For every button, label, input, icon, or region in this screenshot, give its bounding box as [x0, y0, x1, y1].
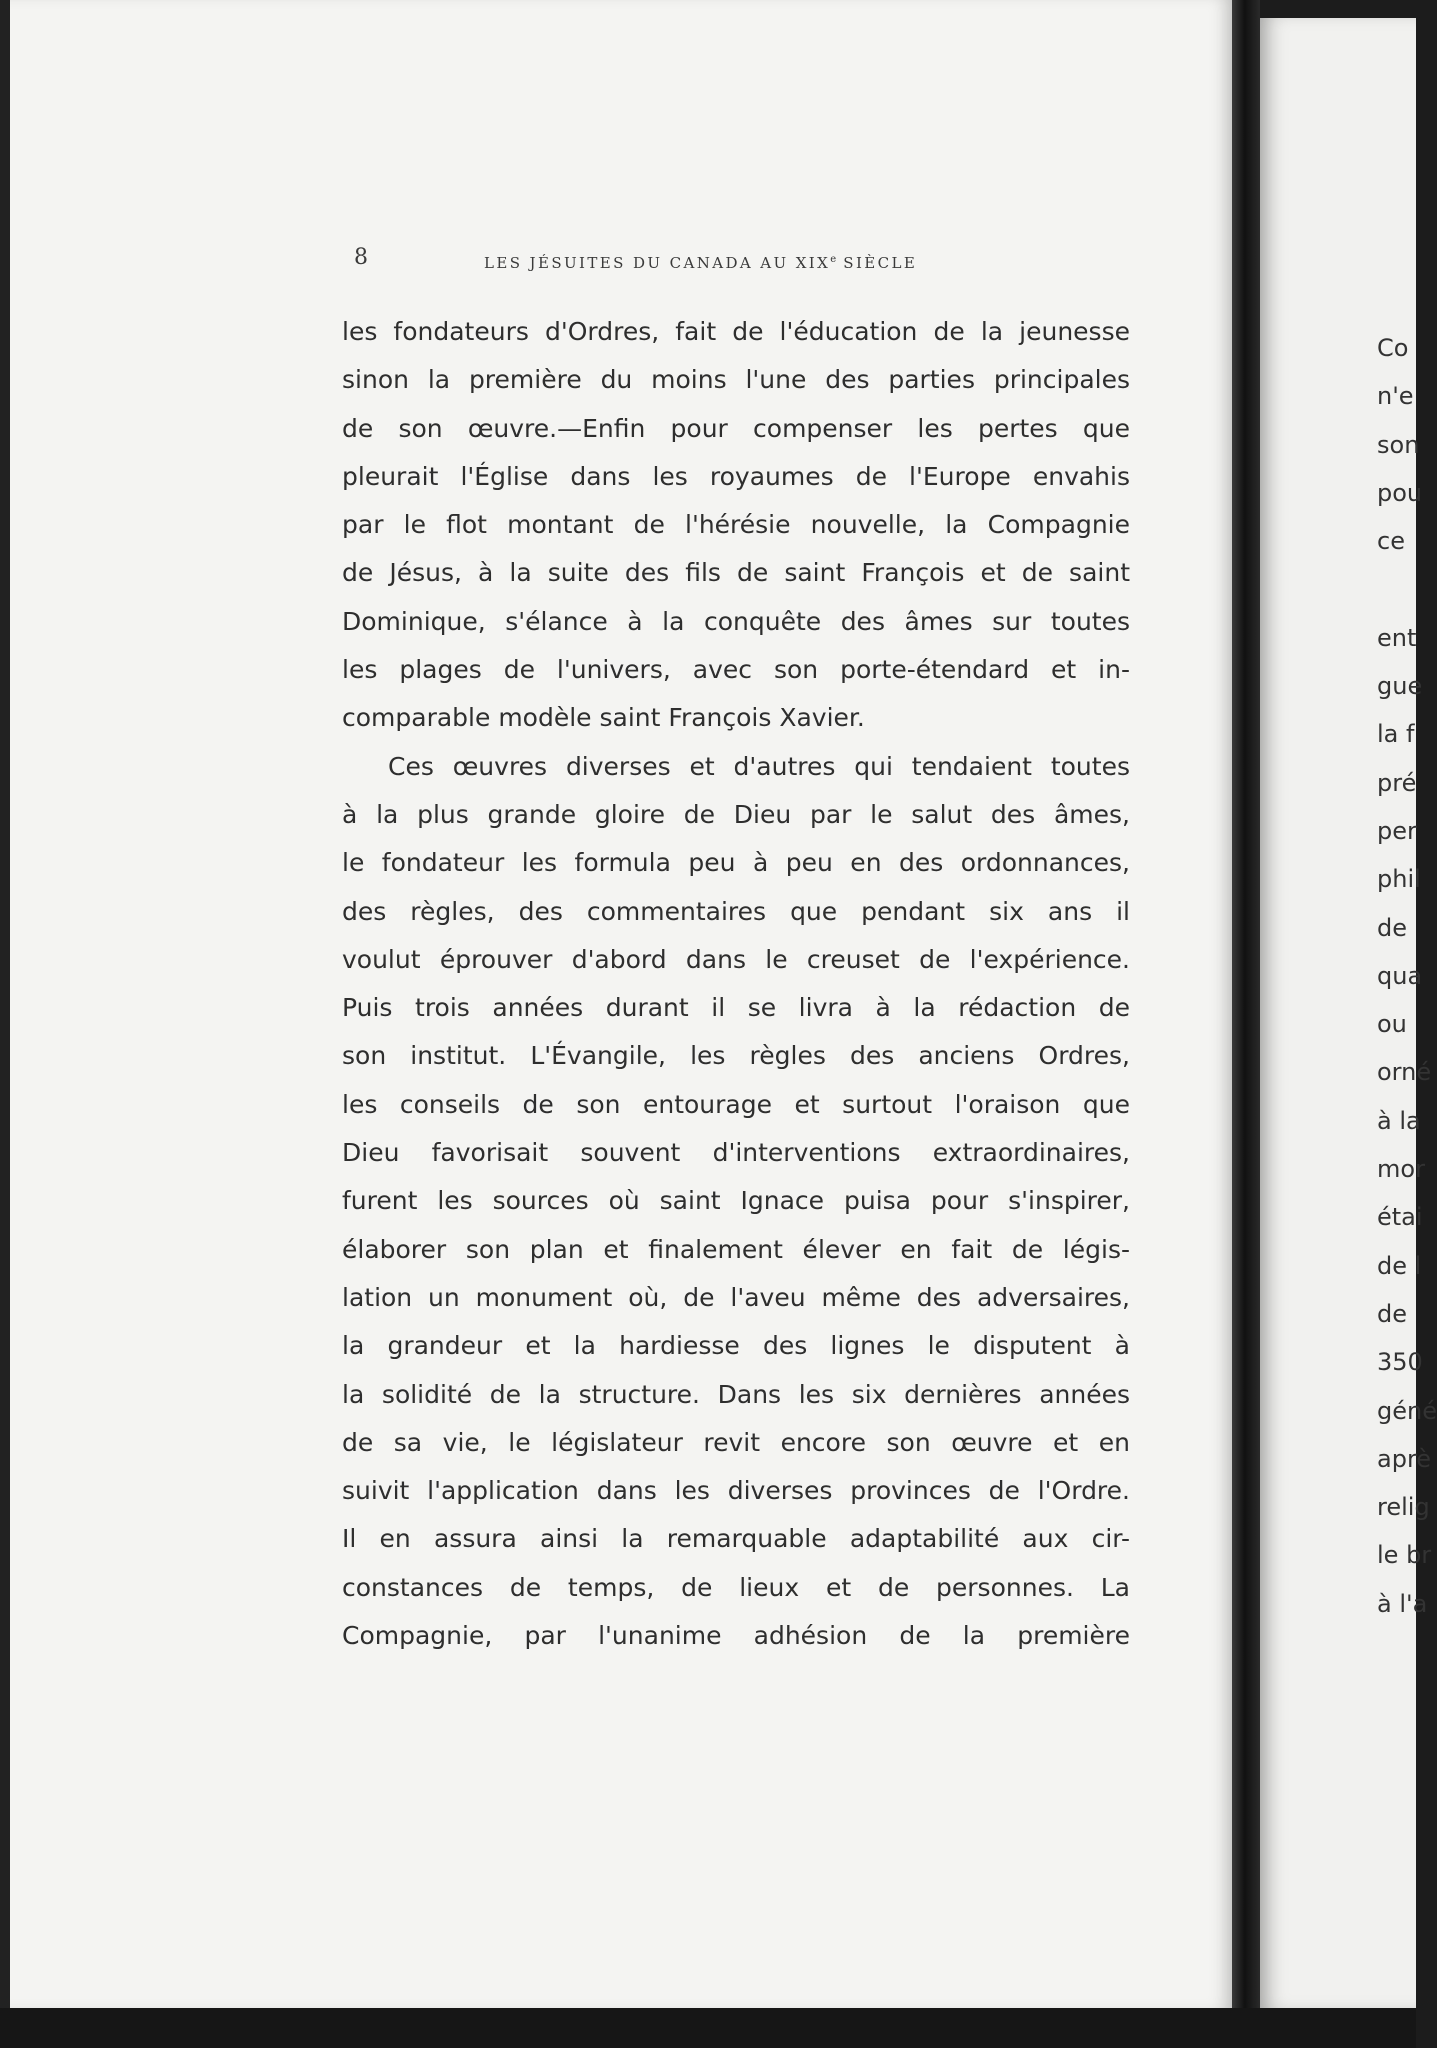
scan-left-border — [0, 0, 10, 2048]
fragment-line: phil — [1377, 865, 1421, 894]
text-line: des règles, des commentaires que pendant six ans il — [342, 896, 1130, 926]
text-line: constances de temps, de lieux et de personnes. La — [342, 1572, 1130, 1602]
text-line: par le flot montant de l'hérésie nouvelle, la Compagnie — [342, 510, 1130, 540]
text-line: voulut éprouver d'abord dans le creuset de l'expérience. — [342, 944, 1130, 974]
text-line: Compagnie, par l'unanime adhésion de la première — [342, 1621, 1130, 1651]
text-line: sinon la première du moins l'une des parties principales — [342, 365, 1130, 395]
fragment-line — [1377, 565, 1437, 613]
fragment-line: qua — [1377, 961, 1423, 990]
text-line-paragraph-start: Ces œuvres diverses et d'autres qui tendaient toutes — [388, 751, 1130, 781]
fragment-line: de — [1377, 1299, 1407, 1328]
text-line: les fondateurs d'Ordres, fait de l'éducation de la jeunesse — [342, 317, 1130, 346]
text-line: Dieu favorisait souvent d'interventions extraordinaires, — [342, 1138, 1130, 1168]
fragment-line: relig — [1377, 1493, 1430, 1522]
fragment-line: ent — [1377, 623, 1417, 652]
fragment-line: le br — [1377, 1541, 1432, 1570]
fragment-line: son — [1377, 430, 1420, 459]
text-line-paragraph-end: comparable modèle saint François Xavier. — [342, 703, 865, 733]
text-line: Dominique, s'élance à la conquête des âmes sur toutes — [342, 606, 1130, 636]
fragment-line: pré — [1377, 768, 1417, 797]
body-text — [342, 308, 1130, 1660]
text-line: les plages de l'univers, avec son porte-étendard et in- — [342, 655, 1130, 685]
running-title-superscript: e — [830, 254, 837, 265]
fragment-line: géné — [1377, 1396, 1437, 1425]
text-line: à la plus grande gloire de Dieu par le salut des âmes, — [342, 799, 1130, 829]
page-number: 8 — [354, 245, 368, 270]
fragment-line: n'e — [1377, 382, 1414, 411]
text-line: Il en assura ainsi la remarquable adaptabilité aux cir- — [342, 1524, 1130, 1554]
fragment-line: étai — [1377, 1203, 1423, 1232]
fragment-line: mor — [1377, 1155, 1425, 1184]
fragment-line: ce — [1377, 527, 1405, 556]
fragment-line: de l — [1377, 1251, 1422, 1280]
book-gutter — [1232, 0, 1260, 2048]
running-title — [484, 250, 917, 273]
text-line: la solidité de la structure. Dans les six dernières années — [342, 1379, 1130, 1409]
text-line: le fondateur les formula peu à peu en des ordonnances, — [342, 848, 1130, 878]
fragment-line: la f — [1377, 720, 1415, 749]
running-header — [354, 246, 1124, 276]
text-line: de Jésus, à la suite des fils de saint François et de saint — [342, 558, 1130, 588]
fragment-line: gue — [1377, 672, 1423, 701]
text-line: furent les sources où saint Ignace puisa pour s'inspirer, — [342, 1186, 1130, 1216]
fragment-line: orné — [1377, 1058, 1432, 1087]
text-line: de son œuvre.—Enfin pour compenser les pertes que — [342, 413, 1130, 443]
text-line: les conseils de son entourage et surtout l'oraison que — [342, 1089, 1130, 1119]
fragment-line: de — [1377, 913, 1407, 942]
fragment-line: à l'a — [1377, 1589, 1428, 1618]
text-line: Puis trois années durant il se livra à la rédaction de — [342, 993, 1130, 1023]
fragment-line: ou — [1377, 1010, 1407, 1039]
text-line: élaborer son plan et finalement élever en fait de légis- — [342, 1234, 1130, 1264]
fragment-line: Co — [1377, 334, 1409, 362]
fragment-line: aprè — [1377, 1444, 1432, 1473]
text-line: pleurait l'Église dans les royaumes de l'Europe envahis — [342, 461, 1130, 491]
running-title-main: LES JÉSUITES DU CANADA AU XIX — [484, 254, 831, 272]
fragment-line: pou — [1377, 478, 1423, 507]
text-line: de sa vie, le législateur revit encore son œuvre et en — [342, 1427, 1130, 1457]
fragment-line: à la — [1377, 1106, 1421, 1135]
fragment-line: per — [1377, 816, 1417, 845]
text-line: lation un monument où, de l'aveu même des adversaires, — [342, 1282, 1130, 1312]
text-line: suivit l'application dans les diverses provinces de l'Ordre. — [342, 1476, 1130, 1506]
facing-page-text-fragments — [1377, 324, 1437, 1628]
scan-bottom-border — [0, 2008, 1416, 2048]
fragment-line: 350 — [1377, 1348, 1423, 1377]
text-line: son institut. L'Évangile, les règles des anciens Ordres, — [342, 1041, 1130, 1071]
running-title-end: SIÈCLE — [836, 254, 918, 272]
text-line: la grandeur et la hardiesse des lignes le disputent à — [342, 1331, 1130, 1361]
